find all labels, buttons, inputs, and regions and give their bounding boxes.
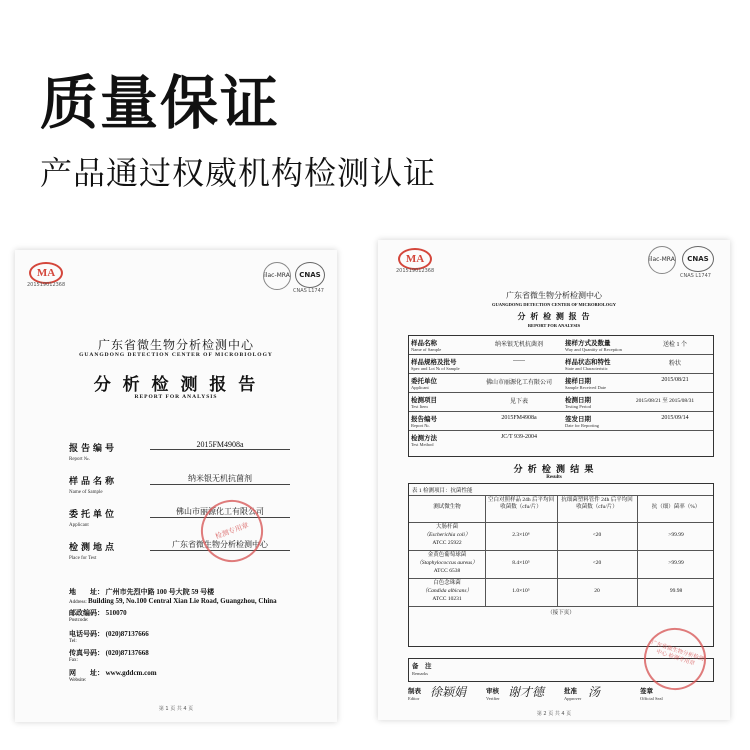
kill-rate: >99.99 (668, 560, 684, 566)
sample-count: <20 (592, 532, 602, 538)
official-stamp: 检测专用章 (192, 491, 271, 570)
table-header: 空白对照样品 24h 后平均回收菌数（cfu/片） (487, 497, 554, 511)
signature-label: 审核 (486, 687, 499, 695)
address-line: Tel: (69, 639, 77, 644)
cma-logo: MA (29, 262, 63, 284)
info-label-en: Date for Reporting (565, 423, 599, 428)
info-label-en: Name of Sample (411, 347, 442, 352)
address-line: 电话号码： (020)87137666 (69, 630, 149, 638)
field-label: 委托单位 (69, 510, 118, 520)
sample-info-table (408, 335, 714, 457)
info-label-en: State and Characteristic (565, 366, 608, 371)
report-results-page (378, 240, 730, 720)
signature-label: 批准 (564, 687, 577, 695)
info-value: 见下表 (509, 399, 528, 405)
cnas-logo: CNAS (295, 262, 325, 288)
info-label-en: Report №. (411, 423, 430, 428)
info-label: 签发日期 (565, 415, 591, 423)
microbe-atcc: ATCC 6538 (433, 568, 461, 574)
info-label: 检测日期 (565, 396, 591, 404)
report-title-cn: 分 析 检 测 报 告 (517, 312, 591, 321)
info-label: 样品名称 (411, 339, 437, 347)
info-label-en: Sample Received Date (565, 385, 606, 390)
page-number: 第 2 页 共 4 页 (536, 711, 572, 717)
microbe-name: 白色念珠菌 (433, 580, 461, 586)
ilac-mra-logo: ilac-MRA (263, 262, 291, 290)
info-label: 样品规格及批号 (411, 358, 457, 366)
results-table (408, 483, 714, 647)
info-label: 检测方法 (411, 434, 437, 442)
table-caption: 表 1 检测项目：抗菌性能 (412, 488, 473, 494)
report-number-value: 2015FM4908a (150, 440, 290, 450)
official-stamp: 广东省微生物分析检测中心 检测专用章 (636, 620, 714, 698)
signature-label: 制表 (408, 687, 421, 695)
center-name-en: GUANGDONG DETECTION CENTER OF MICROBIOLOGY (491, 302, 617, 307)
results-title: 分 析 检 测 结 果 (513, 465, 595, 475)
table-header: 抗细菌塑料管件 24h 后平均回收菌数（cfu/片） (561, 497, 633, 511)
info-label-en: Test Method (411, 442, 434, 447)
field-label-en: Name of Sample (69, 490, 103, 495)
headline: 质量保证 (40, 69, 281, 137)
address-line: Fax: (69, 658, 78, 663)
table-header: 测试微生物 (433, 504, 461, 510)
sample-name-value: 纳米银无机抗菌剂 (150, 473, 290, 485)
info-value: 粉状 (668, 361, 681, 367)
sample-count: 20 (594, 588, 600, 594)
info-value: 佛山市丽源化工有限公司 (485, 380, 552, 386)
address-line: 地 址： 广州市先烈中路 100 号大院 59 号楼 (69, 588, 215, 596)
info-value: 2015FM4908a (501, 415, 537, 421)
signature-label-en: Official Seal (640, 696, 663, 701)
info-value: 2015/08/21 (661, 377, 689, 383)
cma-number: 201519012368 (396, 268, 435, 274)
signature-label: 签章 (640, 687, 653, 695)
info-label-en: Testing Period (565, 404, 592, 409)
microbe-latin: （Staphylococcus aureus） (416, 560, 478, 566)
kill-rate: >99.99 (668, 532, 684, 538)
report-title-cn: 分 析 检 测 报 告 (93, 375, 259, 395)
continued-note: （接下页） (547, 610, 575, 616)
report-title-en: REPORT FOR ANALYSIS (134, 394, 218, 400)
address-line: 邮政编码： 510070 (69, 609, 127, 617)
field-label-en: Report №. (69, 457, 90, 462)
applicant-value: 佛山市丽源化工有限公司 (150, 506, 290, 518)
field-label-en: Applicant (69, 523, 89, 528)
info-label: 接样日期 (565, 377, 591, 385)
info-label: 报告编号 (411, 415, 437, 423)
cnas-logo: CNAS (682, 246, 714, 272)
verifier-signature: 谢才德 (508, 685, 545, 699)
page-number: 第 1 页 共 4 页 (158, 706, 194, 712)
remarks-label-en: Remarks (412, 671, 428, 676)
report-title-en: REPORT FOR ANALYSIS (527, 323, 581, 328)
field-label: 样品名称 (69, 477, 118, 487)
results-title-en: Results (546, 475, 562, 480)
address-line: 网 址： www.gddcm.com (69, 669, 157, 677)
microbe-atcc: ATCC 25922 (432, 540, 462, 546)
approver-signature: 汤 (588, 685, 601, 699)
info-value: 送检 1 个 (662, 342, 687, 348)
test-place-value: 广东省微生物分析检测中心 (150, 539, 290, 551)
microbe-atcc: ATCC 10231 (432, 596, 462, 602)
blank-count: 1.0×10⁵ (512, 588, 530, 594)
table-header: 抗（细）菌率（%） (651, 504, 701, 510)
info-value: ------ (513, 358, 525, 364)
microbe-name: 金黄色葡萄球菌 (427, 552, 467, 558)
microbe-name: 大肠杆菌 (435, 524, 458, 530)
subline: 产品通过权威机构检测认证 (40, 154, 437, 192)
info-value: 2015/09/14 (661, 415, 689, 421)
report-cover-page (15, 250, 337, 722)
center-name-en: GUANGDONG DETECTION CENTER OF MICROBIOLOGY (79, 352, 273, 358)
info-value: 纳米银无机抗菌剂 (494, 342, 543, 348)
signature-label-en: Verifier (486, 696, 500, 701)
center-name-cn: 广东省微生物分析检测中心 (97, 338, 254, 352)
blank-count: 2.3×10⁶ (512, 532, 530, 538)
microbe-latin: （Escherichia coli） (423, 532, 471, 538)
kill-rate: 99.98 (669, 588, 683, 594)
cma-number: 201519012368 (27, 282, 66, 288)
center-name-cn: 广东省微生物分析检测中心 (506, 291, 602, 300)
info-label-en: Spec and Lot № of Sample (411, 366, 460, 371)
remarks-label: 备 注 (412, 662, 432, 670)
cma-logo: MA (398, 248, 432, 270)
info-label-en: Test Item (411, 404, 428, 409)
info-label: 检测项目 (411, 396, 437, 404)
info-label-en: Way and Quantity of Reception (565, 347, 622, 352)
info-label: 接样方式及数量 (565, 339, 611, 347)
field-label-en: Place for Test (69, 556, 97, 561)
blank-count: 8.4×10⁵ (512, 560, 530, 566)
signature-label-en: Editor (408, 696, 420, 701)
address-line: Website: (69, 678, 87, 683)
signature-label-en: Approver (564, 696, 582, 701)
address-line: Address: Building 59, No.100 Central Xian Lie Road, Guangzhou, China (69, 597, 277, 605)
address-line: 传真号码： (020)87137668 (69, 649, 149, 657)
microbe-latin: （Candida albicans） (422, 588, 472, 594)
editor-signature: 徐颖娟 (430, 685, 467, 699)
field-label: 报告编号 (69, 444, 118, 454)
cnas-number: CNAS L1747 (293, 288, 324, 294)
cnas-number: CNAS L1747 (680, 273, 711, 279)
info-value: 2015/08/21 至 2015/08/31 (635, 398, 695, 404)
info-label: 样品状态和特性 (565, 358, 611, 366)
info-value: JC/T 939-2004 (500, 434, 538, 440)
info-label: 委托单位 (411, 377, 437, 385)
field-label: 检测地点 (69, 543, 118, 553)
address-line: Postcode: (69, 618, 89, 623)
ilac-mra-logo: ilac-MRA (648, 246, 676, 274)
info-label-en: Applicant (411, 385, 429, 390)
sample-count: <20 (592, 560, 602, 566)
